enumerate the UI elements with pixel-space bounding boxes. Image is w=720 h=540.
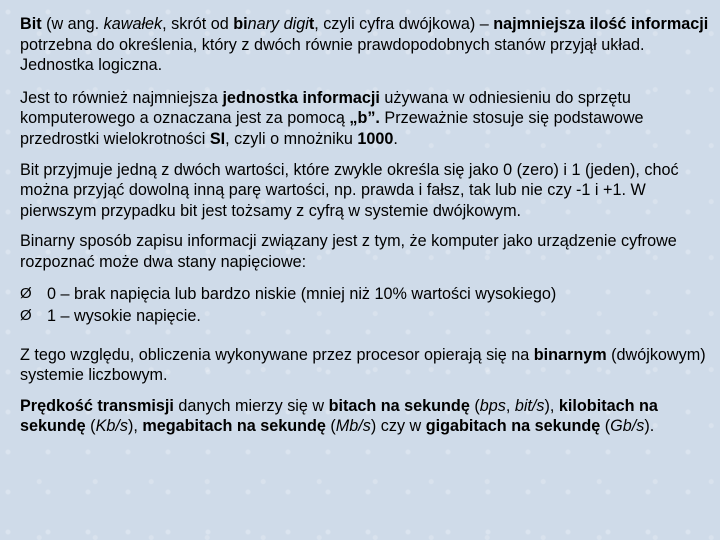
paragraph-bit-definition: Bit (w ang. kawałek, skrót od binary digit, czyli cyfra dwójkowa) – najmniejsza ilość informacji potrzebna do określenia, który z dwóch równie prawdopodobnych stanów przyjął układ. Jednostka logiczna. — [20, 15, 709, 75]
voltage-states-list — [20, 283, 710, 327]
slide-content — [20, 14, 710, 447]
paragraph-binary-voltage: Binarny sposób zapisu informacji związany jest z tym, że komputer jako urządzenie cyfrowe rozpoznać może dwa stany napięciowe: — [20, 232, 677, 271]
arrow-bullet-icon: Ø — [20, 284, 32, 302]
paragraph-transmission-speed: Prędkość transmisji danych mierzy się w bitach na sekundę (bps, bit/s), kilobitach na sekundę (Kb/s), megabitach na sekundę (Mb/s) czy w gigabitach na sekundę (Gb/s). — [20, 396, 658, 436]
paragraph-processor: Z tego względu, obliczenia wykonywane przez procesor opierają się na binarnym (dwójkowym) systemie liczbowym. — [20, 345, 706, 385]
term-bit: Bit — [20, 15, 42, 33]
paragraph-bit-values: Bit przyjmuje jedną z dwóch wartości, które zwykle określa się jako 0 (zero) i 1 (jeden), choć można przyjąć dowolną inną parę wartości, np. prawda i fałsz, tak lub nie czy -1 i +1. W pierwszym przypadku bit jest tożsamy z cyfrą w systemie dwójkowym. — [20, 160, 679, 220]
paragraph-unit: Jest to również najmniejsza jednostka informacji używana w odniesieniu do sprzętu komputerowego a oznaczana jest za pomocą „b”. Przeważnie stosuje się podstawowe przedrostki wielokrotności SI, czyli o mnożniku 1000. — [20, 88, 644, 148]
list-item: Ø 1 – wysokie napięcie. — [20, 306, 201, 325]
arrow-bullet-icon: Ø — [20, 306, 32, 324]
list-item: Ø 0 – brak napięcia lub bardzo niskie (mniej niż 10% wartości wysokiego) — [20, 284, 557, 303]
